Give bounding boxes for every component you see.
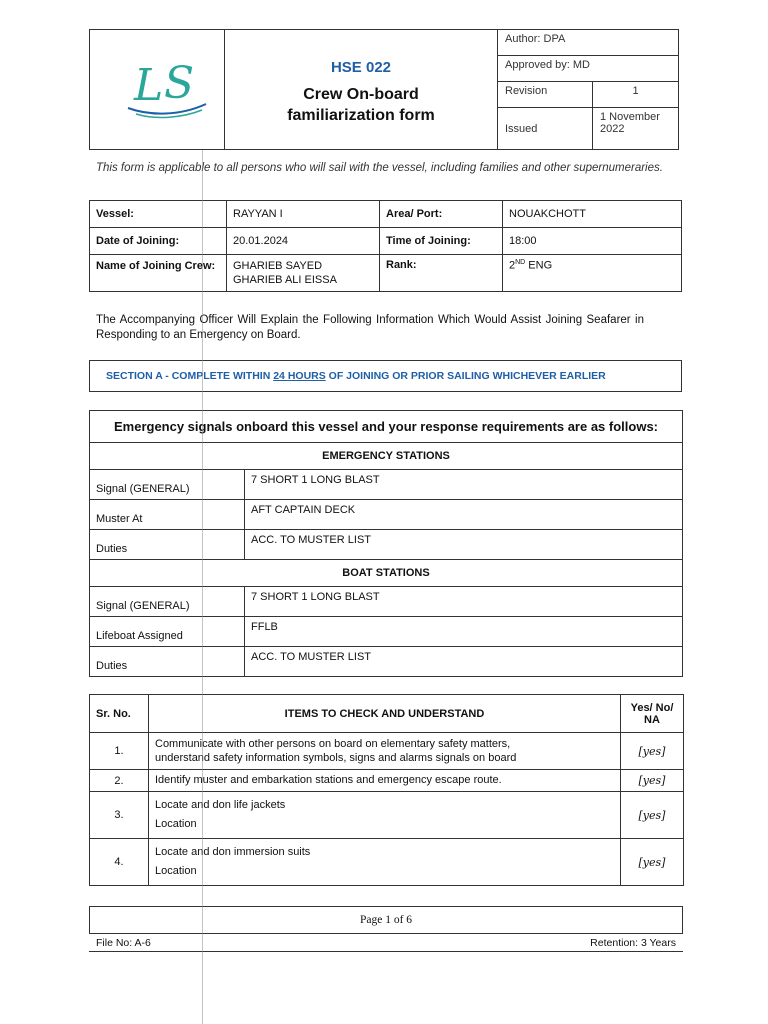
- answer-yes: [yes]: [621, 770, 684, 792]
- svg-text:S: S: [164, 58, 195, 109]
- joining-info-table: [89, 200, 682, 292]
- issued-label: Issued: [498, 108, 593, 150]
- row-number: 4.: [90, 839, 149, 886]
- ls-logo-icon: [90, 30, 224, 149]
- area-value: NOUAKCHOTT: [503, 201, 682, 228]
- table-row-value: 7 SHORT 1 LONG BLAST: [245, 587, 683, 617]
- form-title-block: [225, 29, 497, 150]
- table-row-value: ACC. TO MUSTER LIST: [245, 530, 683, 560]
- name-label: Name of Joining Crew:: [90, 255, 227, 292]
- col-items: ITEMS TO CHECK AND UNDERSTAND: [149, 695, 621, 733]
- vessel-label: Vessel:: [90, 201, 227, 228]
- rank-label: Rank:: [380, 255, 503, 292]
- list-item: Locate and don life jackets Location: [149, 792, 621, 839]
- form-code: HSE 022: [330, 59, 392, 76]
- row-number: 3.: [90, 792, 149, 839]
- author: Author: DPA: [498, 30, 679, 56]
- date-label: Date of Joining:: [90, 228, 227, 255]
- page-number: Page 1 of 6: [89, 906, 683, 934]
- col-sr-no: Sr. No.: [90, 695, 149, 733]
- applicability-note: This form is applicable to all persons who will sail with the vessel, including families and other supernumeraries.: [96, 162, 663, 174]
- table-row-value: AFT CAPTAIN DECK: [245, 500, 683, 530]
- table-row-label: Duties: [90, 530, 245, 560]
- table-row-label: Signal (GENERAL): [90, 470, 245, 500]
- table-row-label: Lifeboat Assigned: [90, 617, 245, 647]
- retention: Retention: 3 Years: [590, 937, 676, 949]
- table-row-label: Signal (GENERAL): [90, 587, 245, 617]
- vessel-value: RAYYAN I: [227, 201, 380, 228]
- emergency-signals-table: [89, 410, 683, 677]
- col-yes-no-na: Yes/ No/ NA: [621, 695, 684, 733]
- answer-yes: [yes]: [621, 839, 684, 886]
- table-row-value: 7 SHORT 1 LONG BLAST: [245, 470, 683, 500]
- revision-value: 1: [593, 82, 679, 108]
- issued-value: 1 November 2022: [593, 108, 679, 150]
- revision-label: Revision: [498, 82, 593, 108]
- time-value: 18:00: [503, 228, 682, 255]
- answer-yes: [yes]: [621, 792, 684, 839]
- list-item: Communicate with other persons on board on elementary safety matters, understand safety information symbols, signs and alarms signals on board: [149, 733, 621, 770]
- row-number: 1.: [90, 733, 149, 770]
- list-item: Locate and don immersion suits Location: [149, 839, 621, 886]
- table-row-value: FFLB: [245, 617, 683, 647]
- table-row-label: Duties: [90, 647, 245, 677]
- area-label: Area/ Port:: [380, 201, 503, 228]
- time-label: Time of Joining:: [380, 228, 503, 255]
- emergency-stations-title: EMERGENCY STATIONS: [90, 443, 683, 470]
- name-value: GHARIEB SAYED GHARIEB ALI EISSA: [227, 255, 380, 292]
- date-value: 20.01.2024: [227, 228, 380, 255]
- scan-artifact-line: [202, 150, 203, 1024]
- footer-divider: [89, 951, 683, 952]
- form-title: Crew On-board familiarization form: [287, 86, 435, 124]
- table-row-value: ACC. TO MUSTER LIST: [245, 647, 683, 677]
- items-checklist-table: [89, 694, 684, 886]
- answer-yes: [yes]: [621, 733, 684, 770]
- approved-by: Approved by: MD: [498, 56, 679, 82]
- boat-stations-title: BOAT STATIONS: [90, 560, 683, 587]
- list-item: Identify muster and embarkation stations and emergency escape route.: [149, 770, 621, 792]
- row-number: 2.: [90, 770, 149, 792]
- accompanying-officer-text: The Accompanying Officer Will Explain the Following Information Which Would Assist Joining Seafarer in Responding to an Emergency on Board.: [96, 314, 644, 341]
- table-row-label: Muster At: [90, 500, 245, 530]
- section-a-banner: SECTION A - COMPLETE WITHIN 24 HOURS OF JOINING OR PRIOR SAILING WHICHEVER EARLIER: [89, 360, 682, 392]
- emergency-heading: Emergency signals onboard this vessel and your response requirements are as follows:: [90, 411, 683, 443]
- svg-text:L: L: [134, 60, 164, 111]
- file-number: File No: A-6: [96, 937, 151, 949]
- document-control-table: [497, 29, 679, 150]
- company-logo: [89, 29, 225, 150]
- rank-value: 2ND ENG: [503, 255, 682, 292]
